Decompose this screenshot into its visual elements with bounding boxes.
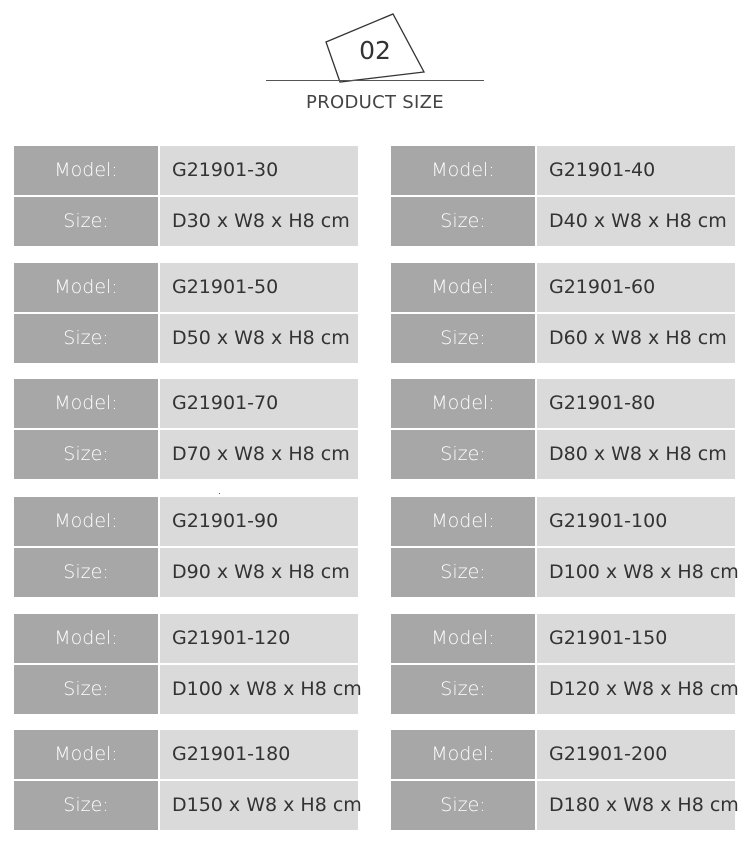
model-label: Model: <box>391 497 535 546</box>
size-value: D30 x W8 x H8 cm <box>160 197 358 246</box>
size-value: D150 x W8 x H8 cm <box>160 781 358 830</box>
size-label: Size: <box>391 548 535 597</box>
size-row <box>14 197 358 246</box>
size-value: D70 x W8 x H8 cm <box>160 430 358 479</box>
product-card <box>14 497 358 597</box>
model-row <box>391 263 735 312</box>
size-label: Size: <box>14 548 158 597</box>
size-value: D80 x W8 x H8 cm <box>537 430 735 479</box>
size-row <box>391 314 735 363</box>
product-card <box>391 146 735 246</box>
model-label: Model: <box>391 263 535 312</box>
model-label: Model: <box>14 497 158 546</box>
model-value: G21901-40 <box>537 146 735 195</box>
model-label: Model: <box>14 146 158 195</box>
size-label: Size: <box>391 197 535 246</box>
model-value: G21901-50 <box>160 263 358 312</box>
size-label: Size: <box>391 314 535 363</box>
section-title: PRODUCT SIZE <box>306 92 444 113</box>
model-label: Model: <box>391 614 535 663</box>
model-value: G21901-100 <box>537 497 735 546</box>
model-value: G21901-120 <box>160 614 358 663</box>
size-row <box>14 781 362 830</box>
size-label: Size: <box>14 665 158 714</box>
model-row <box>14 614 358 663</box>
size-label: Size: <box>391 781 535 830</box>
size-row <box>14 548 358 597</box>
model-value: G21901-80 <box>537 379 735 428</box>
section-number: 02 <box>359 36 391 65</box>
size-label: Size: <box>391 430 535 479</box>
model-row <box>14 497 358 546</box>
size-label: Size: <box>391 665 535 714</box>
model-row <box>391 379 735 428</box>
size-row <box>14 314 358 363</box>
model-label: Model: <box>14 614 158 663</box>
product-card <box>14 146 358 246</box>
model-value: G21901-30 <box>160 146 358 195</box>
model-label: Model: <box>14 730 158 779</box>
size-label: Size: <box>14 314 158 363</box>
product-card <box>391 614 739 714</box>
product-card <box>391 497 739 597</box>
model-label: Model: <box>14 263 158 312</box>
size-value: D100 x W8 x H8 cm <box>160 665 358 714</box>
model-row <box>391 146 735 195</box>
size-value: D40 x W8 x H8 cm <box>537 197 735 246</box>
product-card <box>391 263 735 363</box>
size-row <box>14 665 362 714</box>
size-row <box>14 430 358 479</box>
size-label: Size: <box>14 197 158 246</box>
model-value: G21901-150 <box>537 614 735 663</box>
size-value: D50 x W8 x H8 cm <box>160 314 358 363</box>
model-row <box>14 146 358 195</box>
size-row <box>391 548 739 597</box>
model-label: Model: <box>391 146 535 195</box>
size-value: D100 x W8 x H8 cm <box>537 548 735 597</box>
model-label: Model: <box>391 379 535 428</box>
size-value: D180 x W8 x H8 cm <box>537 781 735 830</box>
product-card <box>14 263 358 363</box>
model-row <box>14 379 358 428</box>
model-value: G21901-70 <box>160 379 358 428</box>
product-card <box>14 730 362 830</box>
product-card <box>14 379 358 479</box>
size-value: D120 x W8 x H8 cm <box>537 665 735 714</box>
model-value: G21901-60 <box>537 263 735 312</box>
product-card <box>391 730 739 830</box>
size-label: Size: <box>14 430 158 479</box>
size-row <box>391 781 739 830</box>
model-row <box>14 730 358 779</box>
size-value: D90 x W8 x H8 cm <box>160 548 358 597</box>
size-row <box>391 665 739 714</box>
product-card <box>14 614 362 714</box>
size-value: D60 x W8 x H8 cm <box>537 314 735 363</box>
model-label: Model: <box>14 379 158 428</box>
model-value: G21901-200 <box>537 730 735 779</box>
model-row <box>391 730 735 779</box>
product-card <box>391 379 735 479</box>
model-row <box>14 263 358 312</box>
model-label: Model: <box>391 730 535 779</box>
model-value: G21901-180 <box>160 730 358 779</box>
stray-dot <box>219 493 220 494</box>
size-label: Size: <box>14 781 158 830</box>
model-row <box>391 614 735 663</box>
model-row <box>391 497 735 546</box>
model-value: G21901-90 <box>160 497 358 546</box>
size-row <box>391 430 735 479</box>
size-row <box>391 197 735 246</box>
